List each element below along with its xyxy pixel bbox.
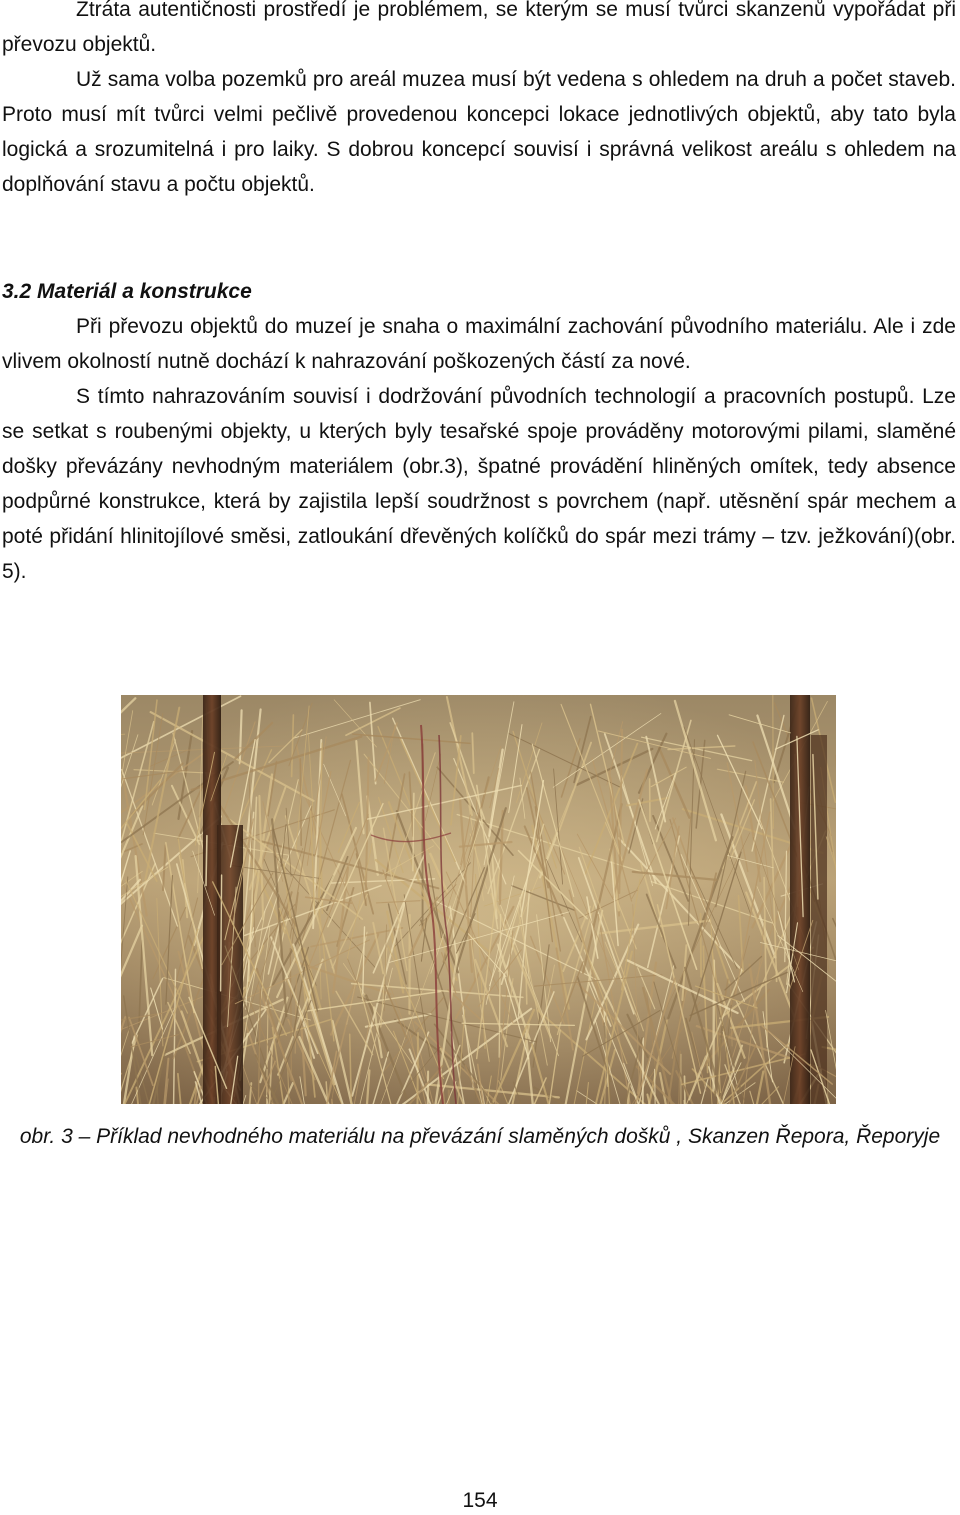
paragraph-original-material: Při převozu objektů do muzeí je snaha o maximální zachování původního materiálu. Ale i zde vlivem okolností nutně dochází k nahrazování poškozených částí za nové. [2,315,956,373]
straw-strand [206,836,207,886]
page-number: 154 [462,1489,498,1512]
intro-text [2,0,956,202]
paragraph-authenticity: Ztráta autentičnosti prostředí je problémem, se kterým se musí tvůrci skanzenů vypořádat při převozu objektů. [2,0,956,56]
section-material [2,274,956,589]
figure-caption: obr. 3 – Příklad nevhodného materiálu na převázání slaměných došků , Skanzen Řepora, Řeporyje [19,1125,941,1148]
thatch-photo-image [121,695,836,1104]
section-heading: 3.2 Materiál a konstrukce [2,280,252,303]
paragraph-site-selection: Už sama volba pozemků pro areál muzea musí být vedena s ohledem na druh a počet staveb. Proto musí mít tvůrci velmi pečlivě provedenou koncepci lokace jednotlivých objektů, aby tato byla logická a srozumitelná i pro laiky. S dobrou koncepcí souvisí i správná velikost areálu s ohledem na doplňování stavu a počtu objektů. [2,68,956,196]
straw-strand [221,875,222,991]
thatch-photo [121,695,836,1104]
paragraph-technologies: S tímto nahrazováním souvisí i dodržování původních technologií a pracovních postupů. Lze se setkat s roubenými objekty, u kterých byly tesařské spoje prováděny motorovými pilami, slaměné došky převázány nevhodným materiálem (obr.3), špatné provádění hliněných omítek, tedy absence podpůrné konstrukce, která by zajistila lepší soudržnost s povrchem (např. utěsnění spár mechem a poté přidání hlinitojílové směsi, zatloukání dřevěných kolíčků do spár mezi trámy – tzv. ježkování)(obr. 5). [2,385,956,583]
